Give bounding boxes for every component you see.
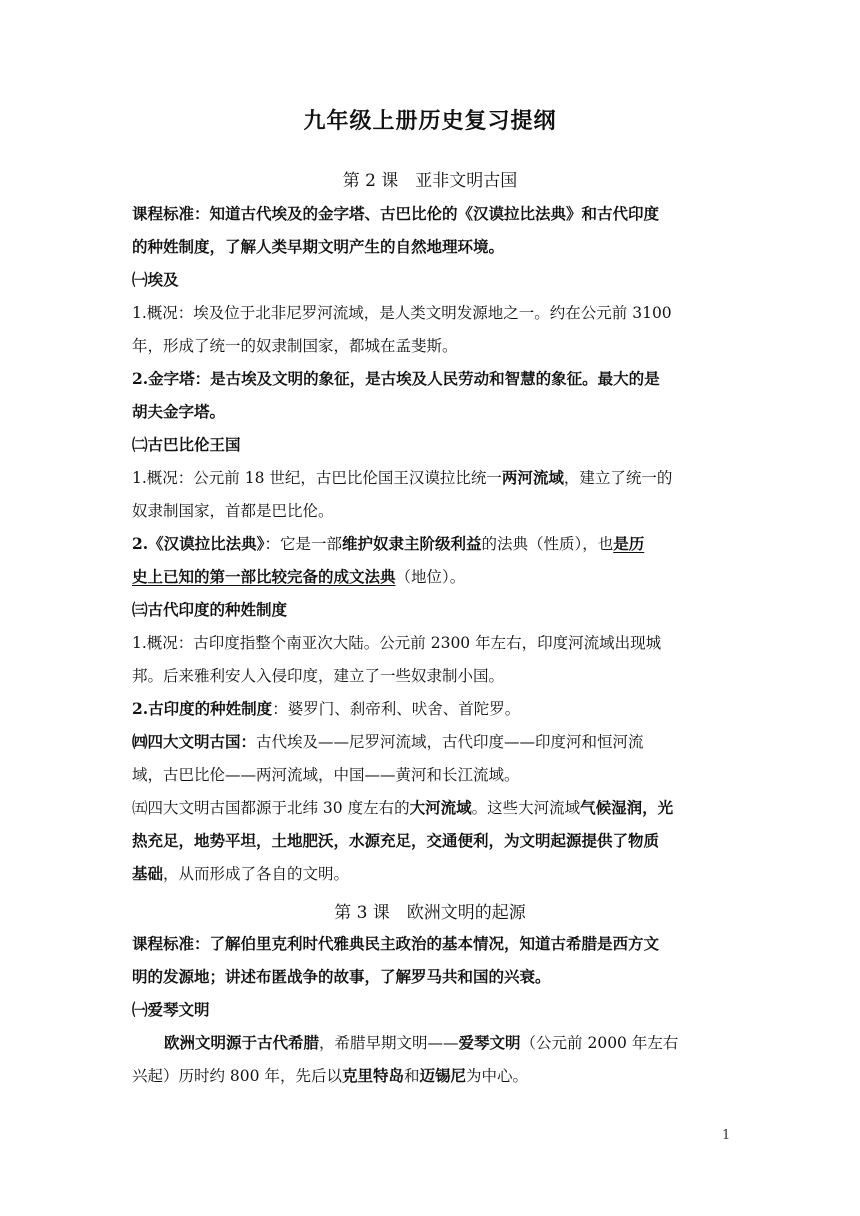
pyramid-line-1: 2.金字塔：是古埃及文明的象征，是古埃及人民劳动和智慧的象征。最大的是 bbox=[132, 369, 660, 388]
text-run: 。这些大河流域 bbox=[471, 799, 581, 817]
text-run-bold: ㈣四大文明古国： bbox=[132, 732, 257, 751]
text-run-bold: 维护奴隶主阶级利益 bbox=[341, 534, 482, 553]
text-run: ，从而形成了各自的文明。 bbox=[163, 865, 350, 883]
egypt-overview-line-2: 年，形成了统一的奴隶制国家，都城在孟斐斯。 bbox=[132, 337, 458, 355]
text-run-bold: 克里特岛 bbox=[341, 1066, 404, 1085]
india-overview-line-1: 1.概况：古印度指整个南亚次大陆。公元前 2300 年左右，印度河流域出现城 bbox=[132, 634, 662, 652]
egypt-overview-line-1: 1.概况：埃及位于北非尼罗河流域，是人类文明发源地之一。约在公元前 3100 bbox=[132, 304, 672, 322]
lesson-2-standard-line-2: 的种姓制度，了解人类早期文明产生的自然地理环境。 bbox=[132, 237, 505, 256]
lesson-2-heading: 第 2 课 亚非文明古国 bbox=[342, 171, 518, 191]
text-run-bold: 迈锡尼 bbox=[419, 1066, 466, 1085]
text-run-bold: 基础 bbox=[132, 864, 164, 883]
text-run: 1.概况：公元前 18 世纪，古巴比伦国王汉谟拉比统一 bbox=[132, 469, 502, 487]
code-line-2 bbox=[132, 567, 732, 587]
document-title: 九年级上册历史复习提纲 bbox=[303, 108, 557, 134]
babylon-overview-line-1 bbox=[132, 468, 732, 488]
section-india-title: ㈢古代印度的种姓制度 bbox=[132, 600, 288, 619]
india-overview-line-2: 邦。后来雅利安人入侵印度，建立了一些奴隶制小国。 bbox=[132, 667, 505, 685]
pyramid-line-2: 胡夫金字塔。 bbox=[132, 402, 226, 421]
text-run-bold: 欧洲文明源于古代希腊 bbox=[164, 1033, 320, 1052]
text-run: ㈤四大文明古国都源于北纬 30 度左右的 bbox=[132, 799, 410, 817]
river-origin-line-2: 热充足，地势平坦，土地肥沃，水源充足，交通便利，为文明起源提供了物质 bbox=[132, 831, 660, 850]
text-run-bold: 2.《汉谟拉比法典》 bbox=[132, 534, 265, 553]
lesson-3-heading: 第 3 课 欧洲文明的起源 bbox=[334, 903, 526, 923]
code-line-1 bbox=[132, 534, 732, 554]
text-run: 古代埃及——尼罗河流域，古代印度——印度河和恒河流 bbox=[256, 733, 644, 751]
aegean-line-2 bbox=[132, 1066, 732, 1086]
text-run: ，希腊早期文明—— bbox=[319, 1034, 459, 1052]
text-run: （公元前 2000 年左右 bbox=[520, 1034, 679, 1052]
lesson-3-standard-line-1: 课程标准：了解伯里克利时代雅典民主政治的基本情况，知道古希腊是西方文 bbox=[132, 934, 660, 953]
text-run: ，建立了统一的 bbox=[563, 469, 673, 487]
text-run: ：它是一部 bbox=[264, 535, 342, 553]
four-civilizations-line-1 bbox=[132, 732, 732, 752]
text-run-bold: 2.古印度的种姓制度 bbox=[132, 699, 273, 718]
caste-system-line bbox=[132, 699, 732, 719]
text-run: 兴起）历时约 800 年，先后以 bbox=[132, 1067, 342, 1085]
river-origin-line-3 bbox=[132, 864, 732, 884]
four-civilizations-line-2: 域，古巴比伦——两河流域，中国——黄河和长江流域。 bbox=[132, 766, 520, 784]
text-run: 的法典（性质），也 bbox=[481, 535, 614, 553]
section-egypt-title: ㈠埃及 bbox=[132, 270, 179, 289]
river-origin-line-1 bbox=[132, 798, 732, 818]
section-babylon-title: ㈡古巴比伦王国 bbox=[132, 435, 241, 454]
lesson-3-standard-line-2: 明的发源地；讲述布匿战争的故事，了解罗马共和国的兴衰。 bbox=[132, 967, 551, 986]
text-run-bold: 两河流域 bbox=[501, 468, 564, 487]
text-run-bold-underlined: 是历 bbox=[613, 534, 645, 553]
text-run: ：婆罗门、刹帝利、吠舍、首陀罗。 bbox=[272, 700, 521, 718]
text-run-bold: 大河流域 bbox=[409, 798, 472, 817]
babylon-overview-line-2: 奴隶制国家，首都是巴比伦。 bbox=[132, 502, 334, 520]
section-aegean-title: ㈠爱琴文明 bbox=[132, 1000, 210, 1019]
text-run-bold: 爱琴文明 bbox=[458, 1033, 521, 1052]
lesson-2-standard-line-1: 课程标准：知道古代埃及的金字塔、古巴比伦的《汉谟拉比法典》和古代印度 bbox=[132, 204, 660, 223]
text-run: 和 bbox=[403, 1067, 420, 1085]
text-run: （地位）。 bbox=[395, 568, 466, 586]
text-run-bold: 气候湿润，光 bbox=[580, 798, 674, 817]
page-number: 1 bbox=[722, 1128, 731, 1143]
text-run: 为中心。 bbox=[466, 1067, 529, 1085]
text-run-bold-underlined: 史上已知的第一部比较完备的成文法典 bbox=[132, 567, 396, 586]
aegean-line-1 bbox=[164, 1033, 764, 1053]
